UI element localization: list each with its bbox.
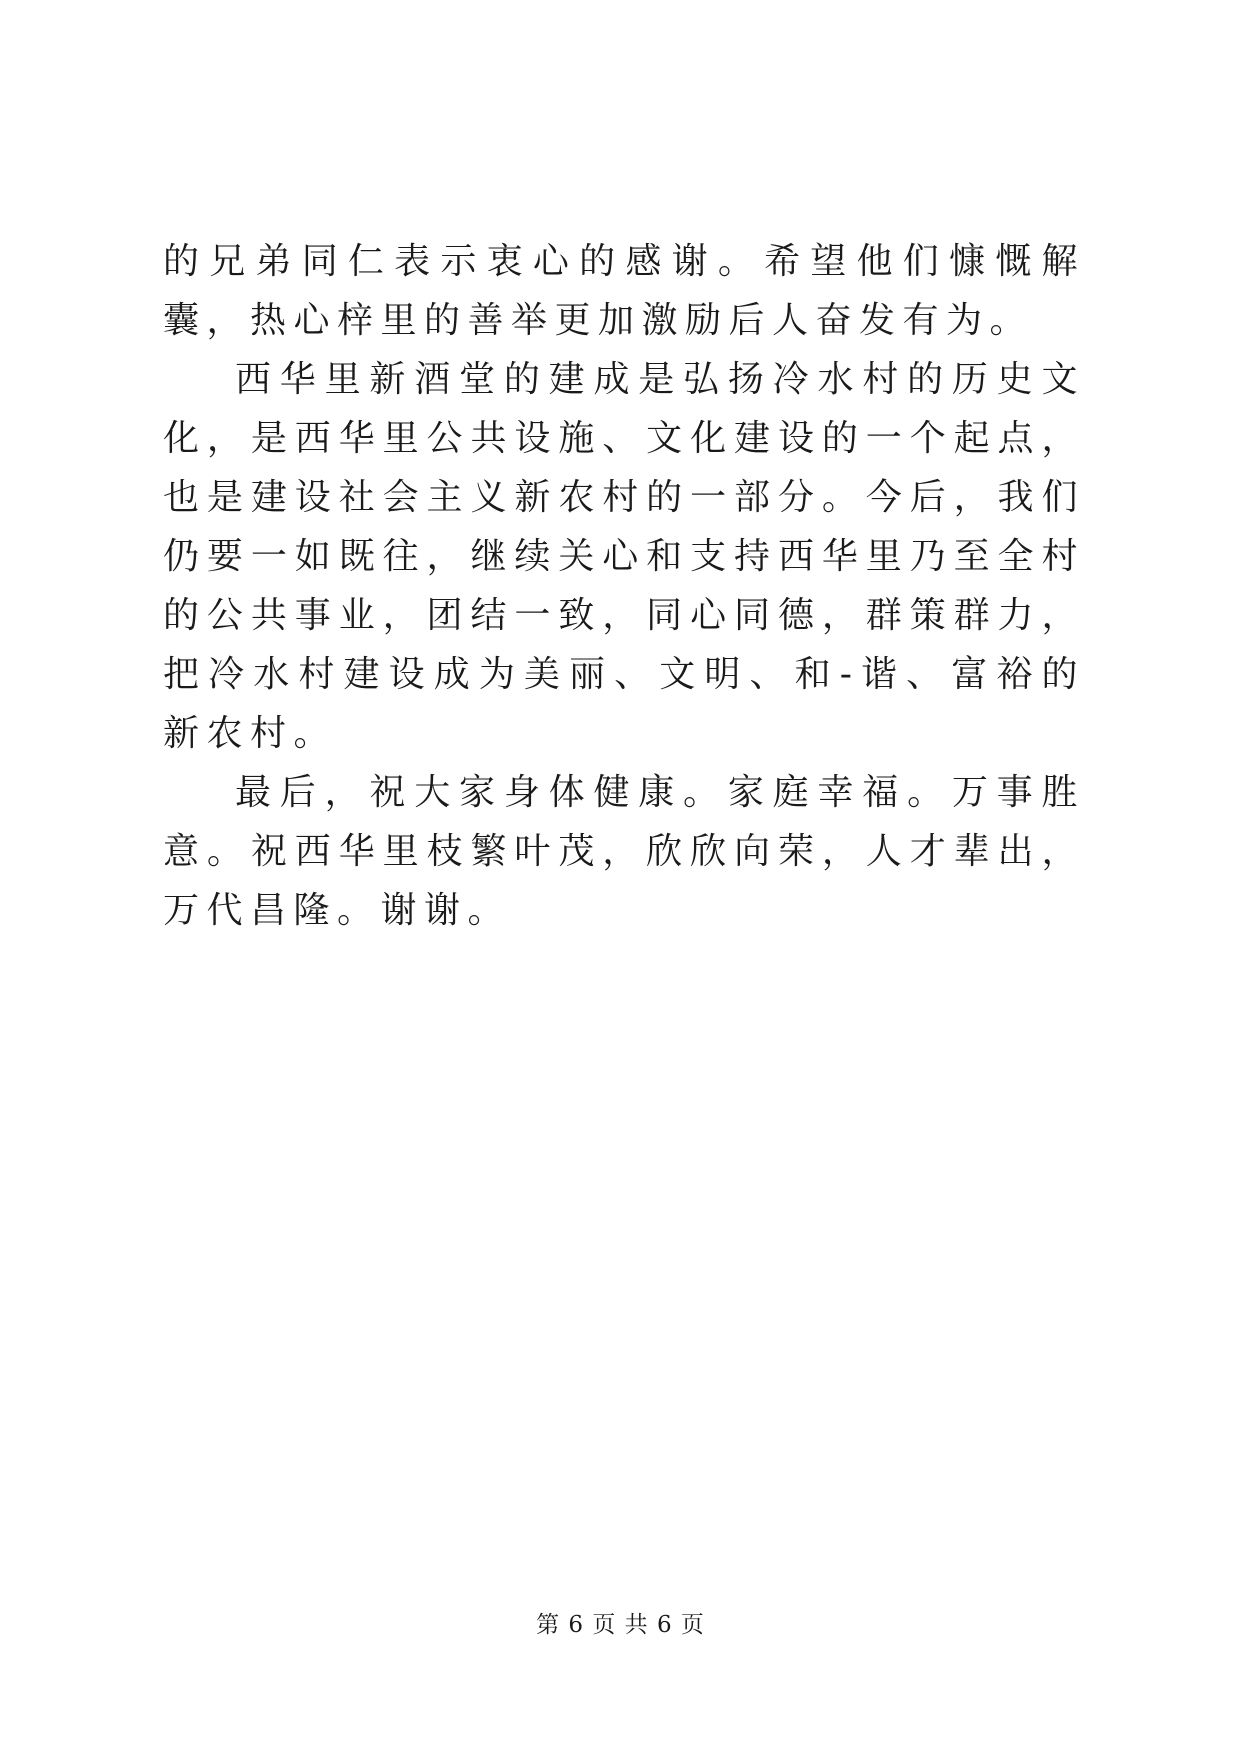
page-footer: 第 6 页 共 6 页 — [536, 1612, 705, 1638]
document-body — [163, 232, 1085, 940]
paragraph-3: 最后，祝大家身体健康。家庭幸福。万事胜意。祝西华里枝繁叶茂，欣欣向荣，人才辈出，万代昌隆。谢谢。 — [163, 772, 1085, 931]
paragraph-2: 西华里新酒堂的建成是弘扬冷水村的历史文化，是西华里公共设施、文化建设的一个起点，也是建设社会主义新农村的一部分。今后，我们仍要一如既往，继续关心和支持西华里乃至全村的公共事业，团结一致，同心同德，群策群力，把冷水村建设成为美丽、文明、和-谐、富裕的新农村。 — [163, 359, 1085, 754]
paragraph-1: 的兄弟同仁表示衷心的感谢。希望他们慷慨解囊，热心梓里的善举更加激励后人奋发有为。 — [163, 241, 1085, 341]
